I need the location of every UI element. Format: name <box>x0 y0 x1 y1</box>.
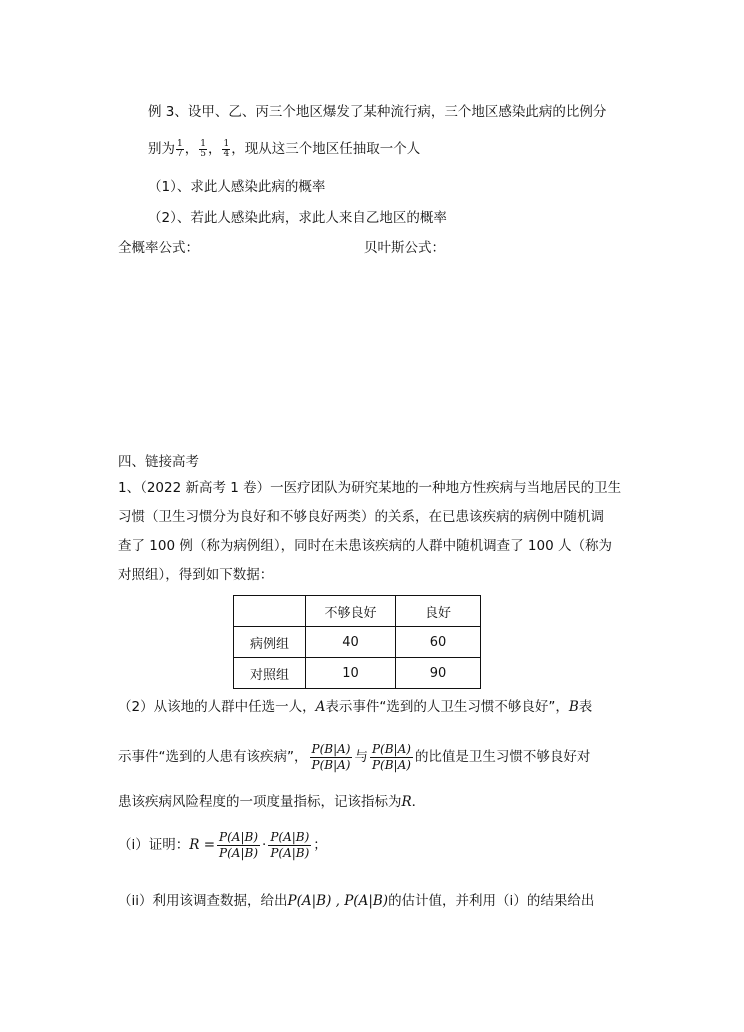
multiply-dot: · <box>262 837 267 853</box>
fraction-numerator: P(A|B) <box>219 829 259 844</box>
table-header-row <box>234 596 481 627</box>
fraction-denominator: P(A|B) <box>270 845 310 860</box>
total-probability-label: 全概率公式： <box>118 240 199 256</box>
fraction-numerator: P(B|A) <box>311 741 351 756</box>
table-cell: 10 <box>306 658 396 689</box>
part-2-text: ； <box>313 837 327 853</box>
example-line-2 <box>148 139 420 159</box>
example-line-1: 例 3、设甲、乙、丙三个地区爆发了某种流行病，三个地区感染此病的比例分 <box>148 104 607 120</box>
part-2-text: 与 <box>354 749 368 765</box>
part-2-text: 患该疾病风险程度的一项度量指标，记该指标为 <box>118 794 402 810</box>
table-cell: 40 <box>306 627 396 658</box>
variable-a: A <box>315 699 326 715</box>
part-i-proof <box>118 827 327 863</box>
part-i-label: （i）证明： <box>118 837 190 853</box>
part-2-text: （2）从该地的人群中任选一人， <box>118 699 316 715</box>
table-header-cell <box>234 596 306 627</box>
part-2-text: 表 <box>578 699 593 715</box>
bayes-formula-label: 贝叶斯公式： <box>364 240 445 256</box>
part-2-text: 示事件“选到的人患有该疾病”， <box>118 749 308 765</box>
separator: ， <box>184 141 199 157</box>
part-2-line-3 <box>118 792 425 812</box>
survey-data-table <box>233 595 481 689</box>
variable-b: B <box>568 699 579 715</box>
problem-paragraph-line-4: 对照组），得到如下数据： <box>118 567 274 583</box>
fraction-numerator: P(A|B) <box>270 829 310 844</box>
table-header-cell: 良好 <box>396 596 481 627</box>
part-2-line-2 <box>118 739 590 775</box>
table-cell: 90 <box>396 658 481 689</box>
part-2-text: 的估计值，并利用（i）的结果给出 <box>388 893 595 909</box>
proof-fraction-2 <box>268 830 311 861</box>
part-2-line-1 <box>118 697 592 717</box>
problem-paragraph-line-1: 1、（2022 新高考 1 卷）一医疗团队为研究某地的一种地方性疾病与当地居民的卫生 <box>118 480 622 496</box>
ratio-fraction-2 <box>370 742 413 773</box>
table-header-cell: 不够良好 <box>306 596 396 627</box>
section-4-heading: 四、链接高考 <box>118 454 199 470</box>
fraction-1-7: $\frac{1}{7}$ <box>177 138 183 159</box>
fraction-denominator: P(B|A) <box>371 757 411 772</box>
fraction-1-4: $\frac{1}{4}$ <box>223 138 230 159</box>
part-2-text: 表示事件“选到的人卫生习惯不够良好”， <box>325 699 569 715</box>
fraction-numerator: P(B|A) <box>371 741 411 756</box>
variable-r: R <box>401 794 412 810</box>
part-2-text: （ii）利用该调查数据，给出 <box>118 893 288 909</box>
part-2-text: 的比值是卫生习惯不够良好对 <box>414 749 591 765</box>
problem-paragraph-line-2: 习惯（卫生习惯分为良好和不够良好两类）的关系，在已患该疾病的病例中随机调 <box>118 509 604 525</box>
table-cell: 对照组 <box>234 658 306 689</box>
fraction-denominator: P(B|A) <box>311 757 351 772</box>
ratio-fraction-1 <box>310 742 353 773</box>
example-line-2-prefix: 别为 <box>148 141 175 157</box>
table-row <box>234 658 481 689</box>
question-2: （2）、若此人感染此病，求此人来自乙地区的概率 <box>148 210 447 226</box>
part-ii-line <box>118 891 594 911</box>
proof-fraction-1 <box>217 830 260 861</box>
table-cell: 60 <box>396 627 481 658</box>
example-line-2-suffix: ，现从这三个地区任抽取一个人 <box>231 141 421 157</box>
probability-expression: P(A|B) , P(A|B) <box>287 893 389 909</box>
part-2-text: ． <box>411 794 426 810</box>
separator: ， <box>207 141 222 157</box>
table-cell: 病例组 <box>234 627 306 658</box>
question-1: （1）、求此人感染此病的概率 <box>148 179 326 195</box>
table-row <box>234 627 481 658</box>
problem-paragraph-line-3: 查了 100 例（称为病例组），同时在未患该疾病的人群中随机调查了 100 人（称为 <box>118 538 612 554</box>
fraction-denominator: P(A|B) <box>219 845 259 860</box>
fraction-1-5: $\frac{1}{5}$ <box>200 138 206 159</box>
formula-lhs: R = <box>189 837 216 853</box>
